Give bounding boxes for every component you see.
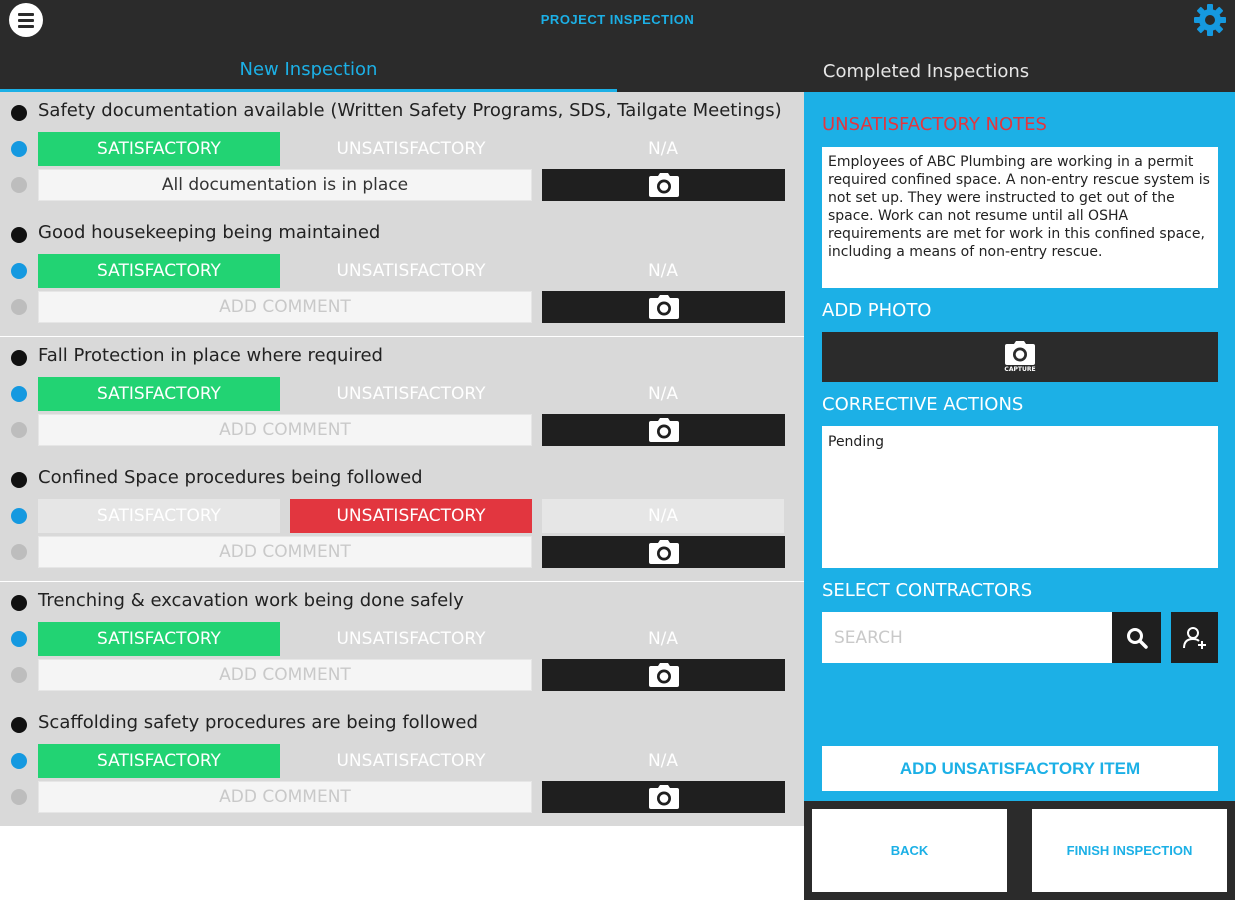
camera-button[interactable] (542, 659, 785, 691)
corrective-actions-textarea[interactable]: Pending (822, 426, 1218, 568)
unsatisfactory-button[interactable]: UNSATISFACTORY (336, 139, 486, 159)
na-button[interactable]: N/A (647, 751, 679, 771)
finish-inspection-button[interactable]: FINISH INSPECTION (1032, 809, 1227, 892)
satisfactory-button[interactable]: SATISFACTORY (38, 622, 280, 656)
add-unsatisfactory-item-button[interactable]: ADD UNSATISFACTORY ITEM (822, 746, 1218, 791)
camera-icon (648, 785, 680, 809)
camera-button[interactable] (542, 781, 785, 813)
radio-icon (11, 508, 27, 524)
na-button[interactable]: N/A (647, 139, 679, 159)
camera-icon (1004, 341, 1036, 365)
comment-bullet-icon (11, 544, 27, 560)
add-photo-label: ADD PHOTO (822, 300, 932, 321)
camera-icon (648, 540, 680, 564)
comment-field[interactable]: ADD COMMENT (38, 291, 532, 323)
top-bar (0, 0, 1235, 92)
capture-button[interactable] (822, 332, 1218, 382)
camera-icon (648, 418, 680, 442)
comment-field[interactable]: ADD COMMENT (38, 536, 532, 568)
na-button[interactable]: N/A (542, 499, 784, 533)
na-button[interactable]: N/A (647, 384, 679, 404)
bullet-icon (11, 350, 27, 366)
item-question: Safety documentation available (Written Safety Programs, SDS, Tailgate Meetings) (38, 100, 782, 121)
inspection-item (0, 214, 804, 336)
bullet-icon (11, 595, 27, 611)
satisfactory-button[interactable]: SATISFACTORY (38, 744, 280, 778)
camera-button[interactable] (542, 291, 785, 323)
bottom-bar (804, 801, 1235, 900)
add-contractor-button[interactable] (1171, 612, 1218, 663)
item-question: Scaffolding safety procedures are being followed (38, 712, 478, 733)
unsatisfactory-button[interactable]: UNSATISFACTORY (336, 261, 486, 281)
search-input[interactable]: SEARCH (822, 612, 1112, 663)
bullet-icon (11, 717, 27, 733)
search-icon (1125, 626, 1149, 650)
tab-new-inspection[interactable]: New Inspection (0, 50, 617, 92)
unsatisfactory-button[interactable]: UNSATISFACTORY (290, 499, 532, 533)
notes-textarea[interactable]: Employees of ABC Plumbing are working in a permit required confined space. A non-entry rescue system is not set up. They were instructed to get out of the space. Work can not resume until all OSHA requirements are met for work in this confined space, including a means of non-entry rescue. (822, 147, 1218, 288)
camera-icon (648, 295, 680, 319)
tab-completed-inspections[interactable]: Completed Inspections (822, 60, 1030, 82)
comment-bullet-icon (11, 177, 27, 193)
gear-icon[interactable] (1192, 2, 1228, 38)
camera-button[interactable] (542, 536, 785, 568)
details-panel (804, 92, 1235, 801)
radio-icon (11, 263, 27, 279)
satisfactory-button[interactable]: SATISFACTORY (38, 132, 280, 166)
item-question: Trenching & excavation work being done safely (38, 590, 464, 611)
unsatisfactory-button[interactable]: UNSATISFACTORY (336, 751, 486, 771)
camera-button[interactable] (542, 414, 785, 446)
bullet-icon (11, 105, 27, 121)
na-button[interactable]: N/A (647, 629, 679, 649)
select-contractors-label: SELECT CONTRACTORS (822, 580, 1033, 601)
radio-icon (11, 753, 27, 769)
comment-field[interactable]: ADD COMMENT (38, 781, 532, 813)
comment-bullet-icon (11, 667, 27, 683)
unsatisfactory-button[interactable]: UNSATISFACTORY (336, 384, 486, 404)
radio-icon (11, 386, 27, 402)
inspection-item (0, 704, 804, 826)
satisfactory-button[interactable]: SATISFACTORY (38, 499, 280, 533)
comment-bullet-icon (11, 299, 27, 315)
comment-bullet-icon (11, 789, 27, 805)
back-button[interactable]: BACK (812, 809, 1007, 892)
page-title: PROJECT INSPECTION (540, 12, 695, 27)
comment-field[interactable]: ADD COMMENT (38, 414, 532, 446)
inspection-item (0, 459, 804, 581)
radio-icon (11, 141, 27, 157)
comment-field[interactable]: ADD COMMENT (38, 659, 532, 691)
search-button[interactable] (1112, 612, 1161, 663)
item-question: Fall Protection in place where required (38, 345, 383, 366)
add-user-icon (1182, 625, 1208, 651)
inspection-item (0, 582, 804, 704)
comment-field[interactable]: All documentation is in place (38, 169, 532, 201)
satisfactory-button[interactable]: SATISFACTORY (38, 377, 280, 411)
camera-icon (648, 663, 680, 687)
satisfactory-button[interactable]: SATISFACTORY (38, 254, 280, 288)
comment-bullet-icon (11, 422, 27, 438)
unsatisfactory-button[interactable]: UNSATISFACTORY (336, 629, 486, 649)
camera-icon (648, 173, 680, 197)
camera-button[interactable] (542, 169, 785, 201)
inspection-item (0, 337, 804, 459)
na-button[interactable]: N/A (647, 261, 679, 281)
bullet-icon (11, 227, 27, 243)
item-question: Good housekeeping being maintained (38, 222, 381, 243)
notes-label: UNSATISFACTORY NOTES (822, 114, 1047, 135)
inspection-item (0, 92, 804, 214)
radio-icon (11, 631, 27, 647)
bullet-icon (11, 472, 27, 488)
item-question: Confined Space procedures being followed (38, 467, 423, 488)
capture-label: CAPTURE (1004, 366, 1036, 373)
corrective-actions-label: CORRECTIVE ACTIONS (822, 394, 1024, 415)
